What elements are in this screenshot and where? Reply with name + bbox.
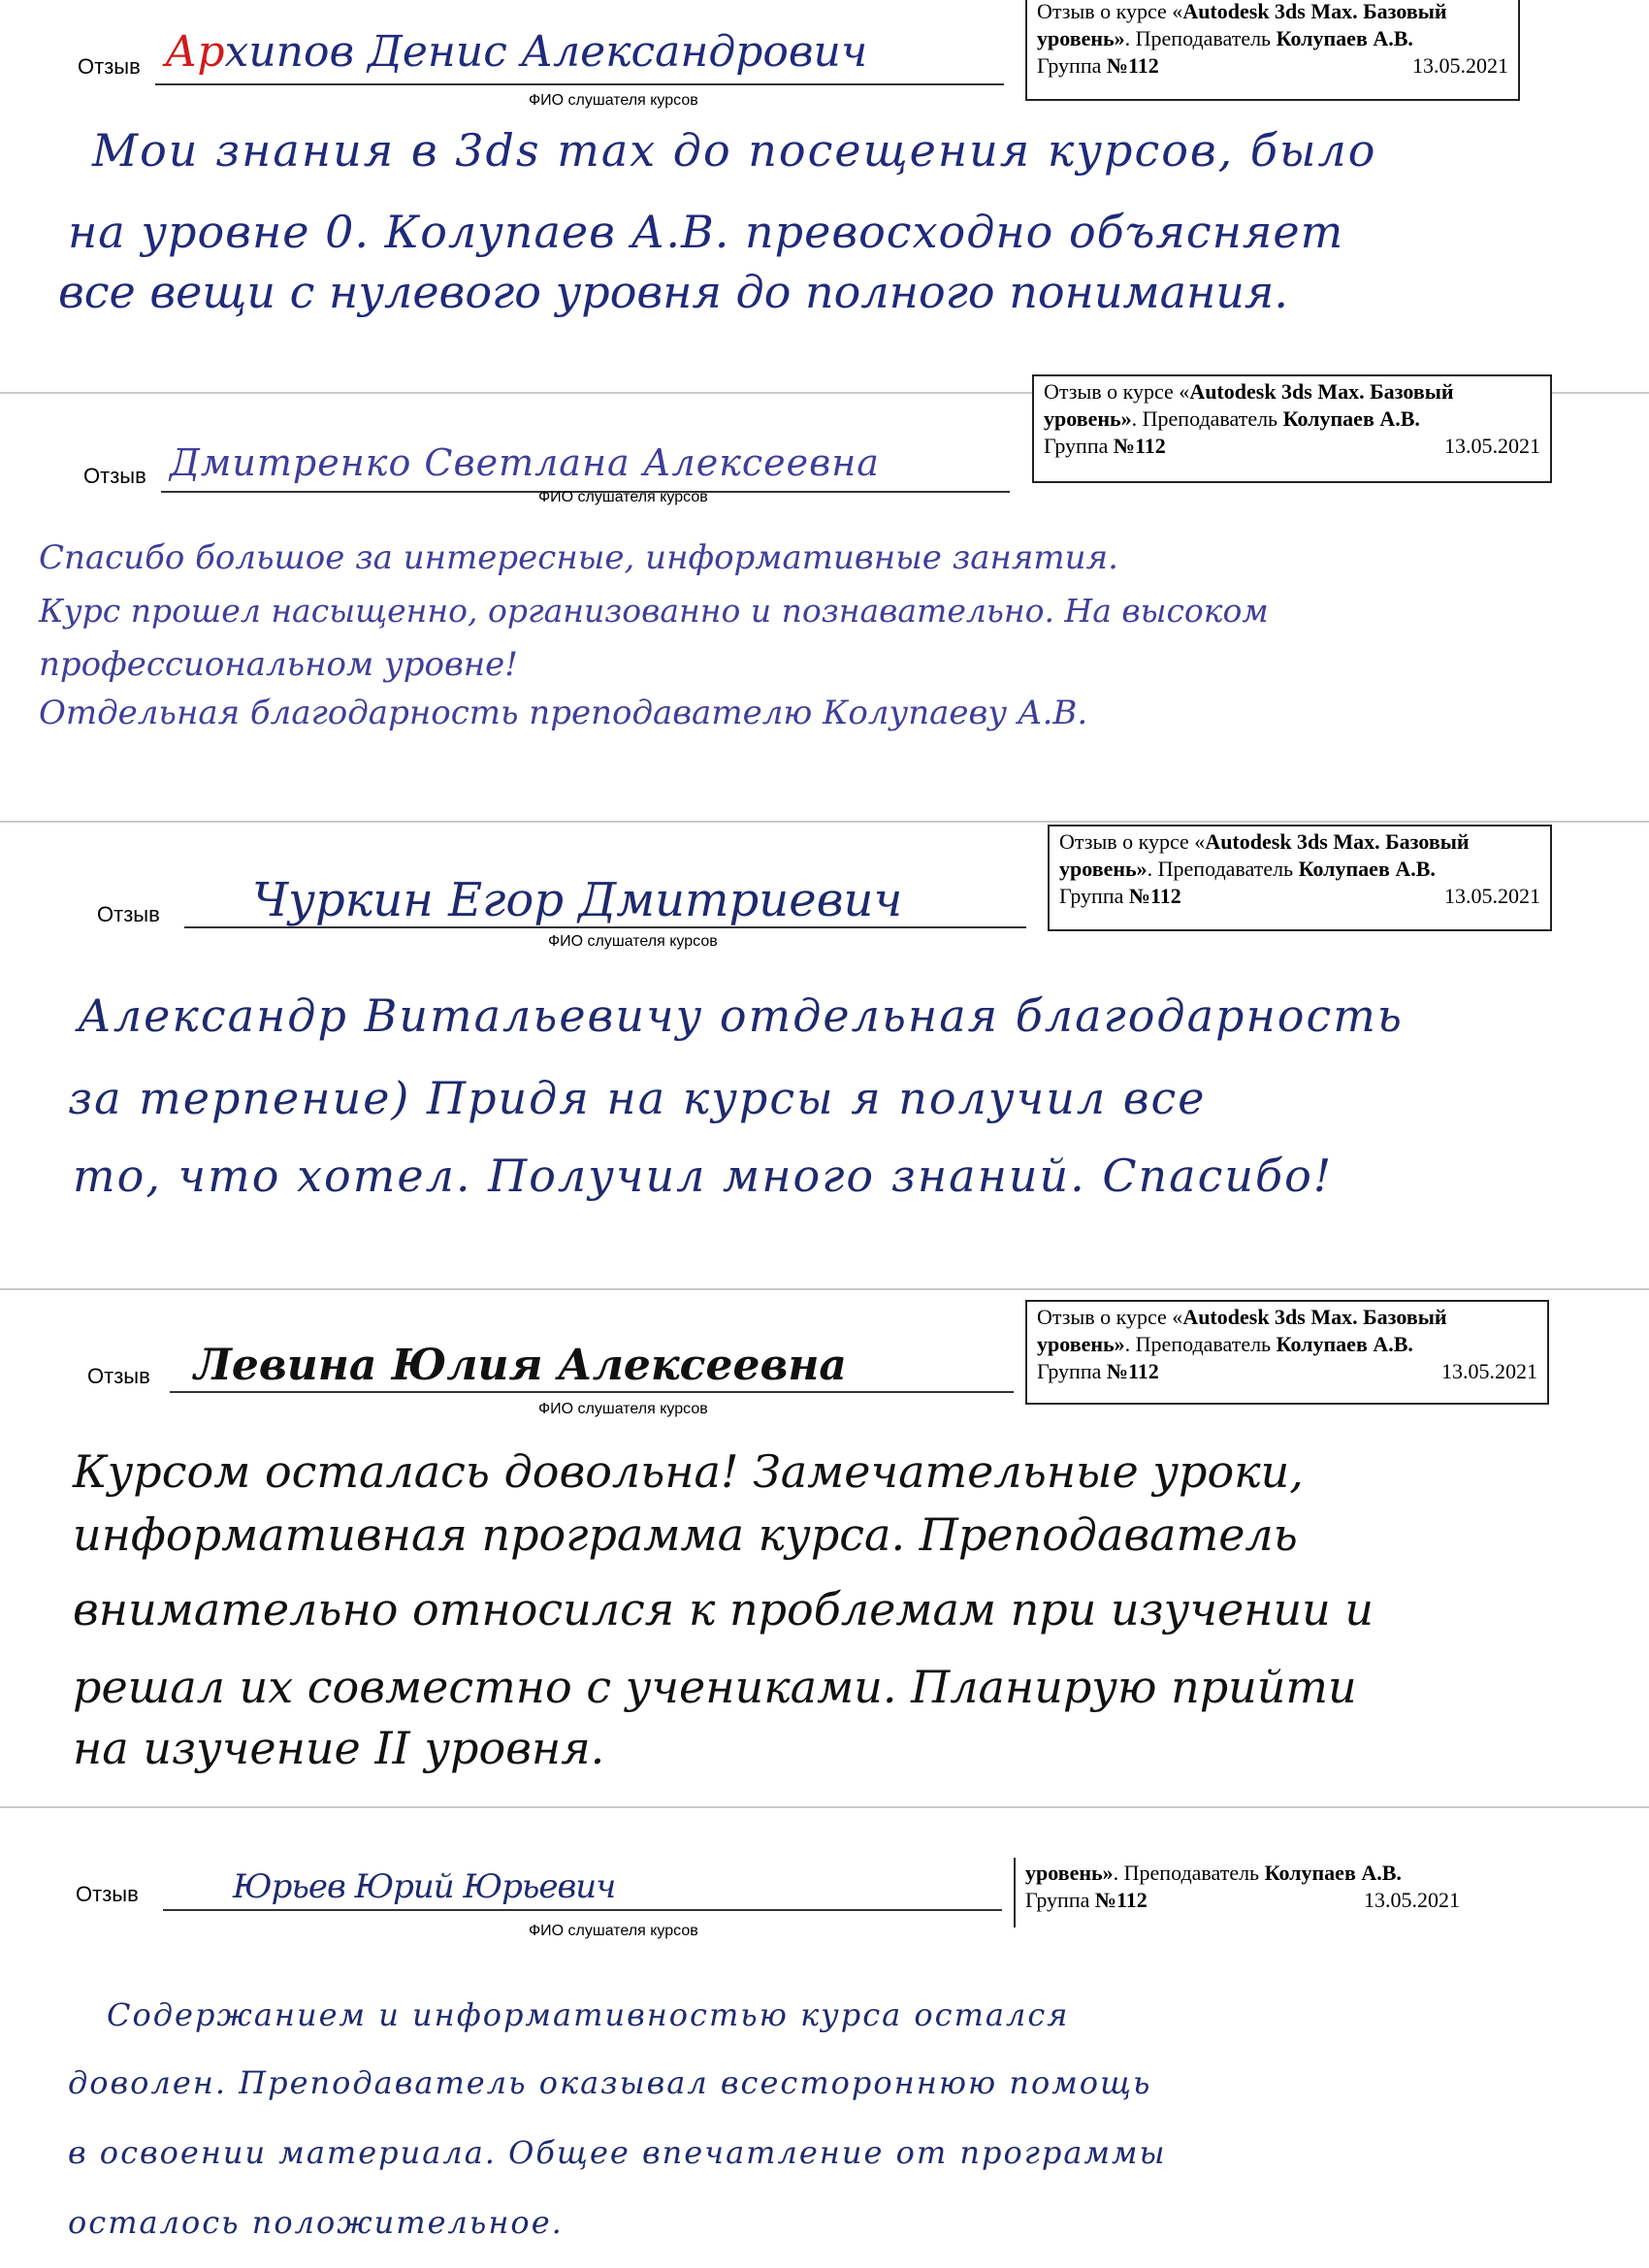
course-level: уровень»	[1037, 26, 1125, 50]
fio-caption: ФИО слушателя курсов	[529, 92, 698, 109]
group-number: №112	[1113, 434, 1166, 458]
name-line	[155, 83, 1004, 85]
review-line: Александр Витальевичу отдельная благодарность	[78, 989, 1404, 1042]
otzyv-label: Отзыв	[83, 464, 146, 488]
course-level: уровень»	[1044, 406, 1132, 431]
review-line: Спасибо большое за интересные, информативные занятия.	[39, 538, 1118, 577]
review-line: Отдельная благодарность преподавателю Колупаеву А.В.	[39, 694, 1088, 732]
review-line: в освоении материала. Общее впечатление от программы	[68, 2134, 1167, 2171]
group-number: №112	[1094, 1888, 1148, 1912]
course-date: 13.05.2021	[1441, 1359, 1537, 1383]
course-info-box	[1014, 1858, 1557, 1928]
review-line: за терпение) Придя на курсы я получил все	[68, 1072, 1207, 1124]
cut-line	[0, 1288, 1649, 1290]
course-prefix: Отзыв о курсе «	[1044, 379, 1190, 404]
course-prefix: Отзыв о курсе «	[1059, 829, 1206, 854]
review-line: Содержанием и информативностью курса остался	[107, 1996, 1070, 2033]
course-info-box	[1032, 374, 1552, 483]
course-name: Autodesk 3ds Max. Базовый	[1189, 379, 1454, 404]
teacher-label: . Преподаватель	[1113, 1861, 1265, 1885]
name-line	[163, 1909, 1002, 1911]
review-line: Мои знания в 3ds max до посещения курсов, было	[92, 124, 1377, 177]
review-line: Курс прошел насыщенно, организованно и познавательно. На высоком	[39, 592, 1269, 630]
cut-line	[0, 1806, 1649, 1808]
group-label: Группа	[1025, 1888, 1095, 1912]
group-label: Группа	[1037, 1359, 1107, 1383]
course-prefix: Отзыв о курсе «	[1037, 1305, 1183, 1329]
review-line: на уровне 0. Колупаев А.В. превосходно объясняет	[68, 206, 1344, 258]
fio-caption: ФИО слушателя курсов	[538, 1401, 708, 1417]
name-rest: хипов Денис Александрович	[224, 27, 868, 77]
course-date: 13.05.2021	[1444, 884, 1540, 908]
cut-line	[0, 821, 1649, 823]
teacher-label: . Преподаватель	[1124, 1332, 1277, 1356]
fio-caption: ФИО слушателя курсов	[538, 489, 708, 505]
otzyv-label: Отзыв	[78, 54, 141, 79]
name-line	[170, 1391, 1014, 1393]
fio-caption: ФИО слушателя курсов	[529, 1923, 698, 1939]
review-line: внимательно относился к проблемам при изучении и	[73, 1583, 1374, 1636]
student-name: Дмитренко Светлана Алексеевна	[170, 441, 880, 484]
teacher-label: . Преподаватель	[1124, 26, 1277, 50]
course-info-box	[1025, 1300, 1549, 1405]
group-label: Группа	[1037, 53, 1107, 78]
course-level: уровень»	[1059, 857, 1148, 881]
group-label: Группа	[1059, 884, 1129, 908]
review-line: информативная программа курса. Преподаватель	[73, 1508, 1298, 1561]
student-name: Левина Юлия Алексеевна	[194, 1341, 847, 1390]
group-number: №112	[1128, 884, 1181, 908]
review-line: все вещи с нулевого уровня до полного понимания.	[58, 266, 1289, 318]
course-level: уровень»	[1025, 1861, 1114, 1885]
name-first-letters: Ар	[165, 27, 225, 77]
review-line: решал их совместно с учениками. Планирую прийти	[73, 1661, 1357, 1713]
teacher-name: Колупаев А.В.	[1282, 406, 1420, 431]
student-name	[165, 27, 867, 77]
course-name: Autodesk 3ds Max. Базовый	[1182, 0, 1447, 23]
student-name: Юрьев Юрий Юрьевич	[233, 1867, 616, 1906]
review-line: Курсом осталась довольна! Замечательные уроки,	[73, 1445, 1304, 1498]
teacher-name: Колупаев А.В.	[1276, 26, 1413, 50]
review-line: доволен. Преподаватель оказывал всестороннюю помощь	[68, 2064, 1152, 2101]
teacher-name: Колупаев А.В.	[1264, 1861, 1402, 1885]
course-date: 13.05.2021	[1364, 1888, 1460, 1912]
course-date: 13.05.2021	[1444, 434, 1540, 458]
course-prefix: Отзыв о курсе «	[1037, 0, 1183, 23]
otzyv-label: Отзыв	[97, 902, 160, 926]
teacher-label: . Преподаватель	[1147, 857, 1299, 881]
course-info-box	[1025, 0, 1520, 101]
group-number: №112	[1106, 53, 1159, 78]
course-name: Autodesk 3ds Max. Базовый	[1182, 1305, 1447, 1329]
course-date: 13.05.2021	[1412, 53, 1508, 78]
group-label: Группа	[1044, 434, 1114, 458]
otzyv-label: Отзыв	[76, 1882, 139, 1906]
teacher-name: Колупаев А.В.	[1276, 1332, 1413, 1356]
review-line: на изучение II уровня.	[73, 1722, 605, 1774]
course-name: Autodesk 3ds Max. Базовый	[1205, 829, 1470, 854]
review-line: осталось положительное.	[68, 2204, 564, 2241]
fio-caption: ФИО слушателя курсов	[548, 933, 718, 950]
group-number: №112	[1106, 1359, 1159, 1383]
teacher-name: Колупаев А.В.	[1298, 857, 1436, 881]
student-name: Чуркин Егор Дмитриевич	[252, 873, 903, 927]
review-line: профессиональном уровне!	[39, 645, 518, 684]
review-line: то, что хотел. Получил много знаний. Спасибо!	[73, 1150, 1334, 1202]
course-level: уровень»	[1037, 1332, 1125, 1356]
otzyv-label: Отзыв	[87, 1364, 150, 1388]
teacher-label: . Преподаватель	[1131, 406, 1283, 431]
course-info-box	[1048, 825, 1552, 931]
